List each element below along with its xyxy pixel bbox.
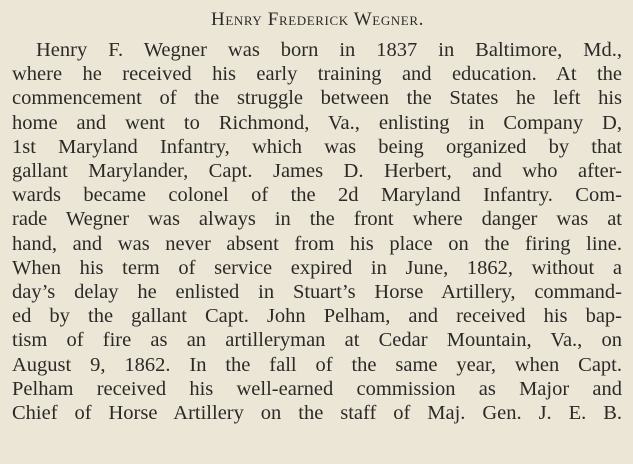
text-line: rade Wegner was always in the front where danger was at [12, 208, 622, 231]
biography-paragraph [12, 38, 623, 425]
text-line: August 9, 1862. In the fall of the same year, when Capt. [12, 353, 622, 376]
text-line: hand, and was never absent from his place on the firing line. [12, 232, 622, 255]
text-line: gallant Marylander, Capt. James D. Herbert, and who after- [12, 160, 622, 183]
text-line: wards became colonel of the 2d Maryland Infantry. Com- [12, 184, 622, 207]
text-line: tism of fire as an artilleryman at Cedar Mountain, Va., on [12, 329, 622, 352]
text-line: day’s delay he enlisted in Stuart’s Horse Artillery, command- [12, 281, 622, 304]
text-line: commencement of the struggle between the States he left his [12, 87, 622, 110]
text-line: Henry F. Wegner was born in 1837 in Baltimore, Md., [36, 39, 622, 61]
text-line: where he received his early training and education. At the [12, 63, 622, 86]
text-line: Pelham received his well-earned commission as Major and [12, 377, 622, 400]
text-line: When his term of service expired in June, 1862, without a [12, 256, 622, 279]
text-line: ed by the gallant Capt. John Pelham, and received his bap- [12, 305, 622, 328]
text-line: home and went to Richmond, Va., enlisting in Company D, [12, 111, 622, 134]
section-heading: Henry Frederick Wegner. [211, 9, 424, 30]
text-line: Chief of Horse Artillery on the staff of Maj. Gen. J. E. B. [12, 402, 622, 425]
text-line: 1st Maryland Infantry, which was being organized by that [12, 135, 622, 158]
